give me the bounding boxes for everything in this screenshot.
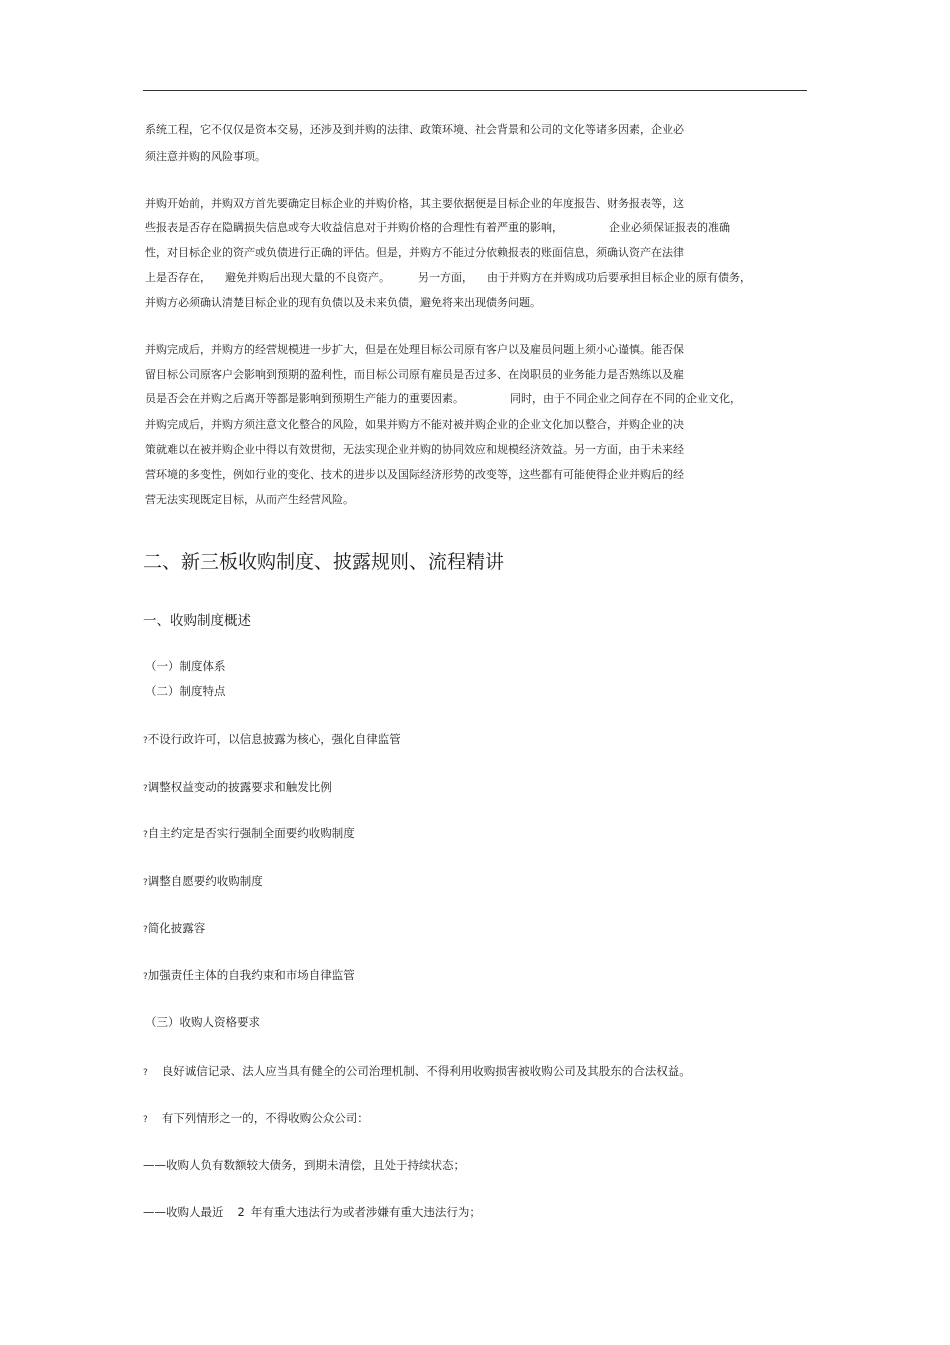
requirement-text: 良好诚信记录、法人应当具有健全的公司治理机制、不得利用收购损害被收购公司及其股东的合法权益。 xyxy=(161,1064,691,1078)
para1-line-2: 须注意并购的风险事项。 xyxy=(145,150,266,163)
bullet-marker: ? xyxy=(143,1115,148,1125)
disqualification-item xyxy=(143,1205,481,1219)
disqualification-item: ——收购人负有数额较大债务，到期未清偿，且处于持续状态； xyxy=(143,1158,465,1172)
para2-line-2-b: 企业必须保证报表的准确 xyxy=(609,221,730,234)
list-item-text: 调整自愿要约收购制度 xyxy=(147,874,263,888)
list-item xyxy=(143,780,332,796)
para3-line-5: 策就难以在被并购企业中得以有效贯彻，无法实现企业并购的协同效应和规模经济效益。另一方面，由于未来经 xyxy=(145,443,684,456)
requirement-text: 有下列情形之一的，不得收购公众公司： xyxy=(161,1111,369,1125)
para3-line-3-a: 员是否会在并购之后离开等都是影响到预期生产能力的重要因素。 xyxy=(145,392,464,405)
list-item xyxy=(143,732,401,748)
bullet-marker: ? xyxy=(143,736,148,746)
para2-line-4-c: 另一方面， xyxy=(418,271,473,284)
sub-item-system: （一）制度体系 xyxy=(145,659,226,673)
para3-line-4: 并购完成后，并购方须注意文化整合的风险，如果并购方不能对被并购企业的企业文化加以整合，并购企业的决 xyxy=(145,418,684,431)
subsection-title: 一、收购制度概述 xyxy=(143,613,251,629)
bullet-marker: ? xyxy=(143,830,148,840)
para2-line-4-a: 上是否存在， xyxy=(145,271,211,284)
list-item xyxy=(143,874,263,890)
requirement-item xyxy=(143,1111,369,1127)
disqualification-years: 2 xyxy=(237,1205,245,1219)
list-item-text: 简化披露容 xyxy=(147,921,206,935)
sub-item-acquirer-requirements: （三）收购人资格要求 xyxy=(145,1015,260,1029)
para3-line-1: 并购完成后，并购方的经营规模进一步扩大，但是在处理目标公司原有客户以及雇员问题上须小心谨慎。能否保 xyxy=(145,343,684,356)
list-item-text: 自主约定是否实行强制全面要约收购制度 xyxy=(147,826,355,840)
requirement-item xyxy=(143,1064,691,1080)
section-title: 二、新三板收购制度、披露规则、流程精讲 xyxy=(143,551,505,573)
header-rule xyxy=(143,90,807,91)
para3-line-3-b: 同时，由于不同企业之间存在不同的企业文化， xyxy=(510,392,741,405)
para2-line-4-d: 由于并购方在并购成功后要承担目标企业的原有债务， xyxy=(487,271,751,284)
list-item xyxy=(143,921,205,937)
para2-line-2-a: 些报表是否存在隐瞒损失信息或夸大收益信息对于并购价格的合理性有着严重的影响， xyxy=(145,221,563,234)
para2-line-4 xyxy=(145,271,751,285)
sub-item-features: （二）制度特点 xyxy=(145,684,226,698)
list-item xyxy=(143,968,355,984)
disqualification-text-c: 年有重大违法行为或者涉嫌有重大违法行为； xyxy=(250,1205,481,1219)
disqualification-text-a: ——收购人最近 xyxy=(143,1205,224,1219)
list-item-text: 不设行政许可，以信息披露为核心，强化自律监管 xyxy=(147,732,401,746)
para3-line-6: 营环境的多变性，例如行业的变化、技术的进步以及国际经济形势的改变等，这些都有可能使得企业并购后的经 xyxy=(145,468,684,481)
bullet-marker: ? xyxy=(143,878,148,888)
para2-line-1: 并购开始前，并购双方首先要确定目标企业的并购价格，其主要依据便是目标企业的年度报告、财务报表等，这 xyxy=(145,197,684,210)
bullet-marker: ? xyxy=(143,1068,148,1078)
para1-line-1: 系统工程，它不仅仅是资本交易，还涉及到并购的法律、政策环境、社会背景和公司的文化等诸多因素，企业必 xyxy=(145,123,684,136)
list-item-text: 加强责任主体的自我约束和市场自律监管 xyxy=(147,968,355,982)
para3-line-2: 留目标公司原客户会影响到预期的盈利性，而目标公司原有雇员是否过多、在岗职员的业务能力是否熟练以及雇 xyxy=(145,368,684,381)
list-item-text: 调整权益变动的披露要求和触发比例 xyxy=(147,780,332,794)
para2-line-3: 性，对目标企业的资产或负债进行正确的评估。但是，并购方不能过分依赖报表的账面信息，须确认资产在法律 xyxy=(145,246,684,259)
bullet-marker: ? xyxy=(143,925,148,935)
bullet-marker: ? xyxy=(143,784,148,794)
para3-line-7: 营无法实现既定目标，从而产生经营风险。 xyxy=(145,493,354,506)
para2-line-5: 并购方必须确认清楚目标企业的现有负债以及未来负债，避免将来出现债务问题。 xyxy=(145,296,541,309)
para2-line-4-b: 避免并购后出现大量的不良资产。 xyxy=(225,271,390,284)
para3-line-3 xyxy=(145,392,741,406)
list-item xyxy=(143,826,355,842)
bullet-marker: ? xyxy=(143,972,148,982)
para2-line-2 xyxy=(145,221,730,235)
